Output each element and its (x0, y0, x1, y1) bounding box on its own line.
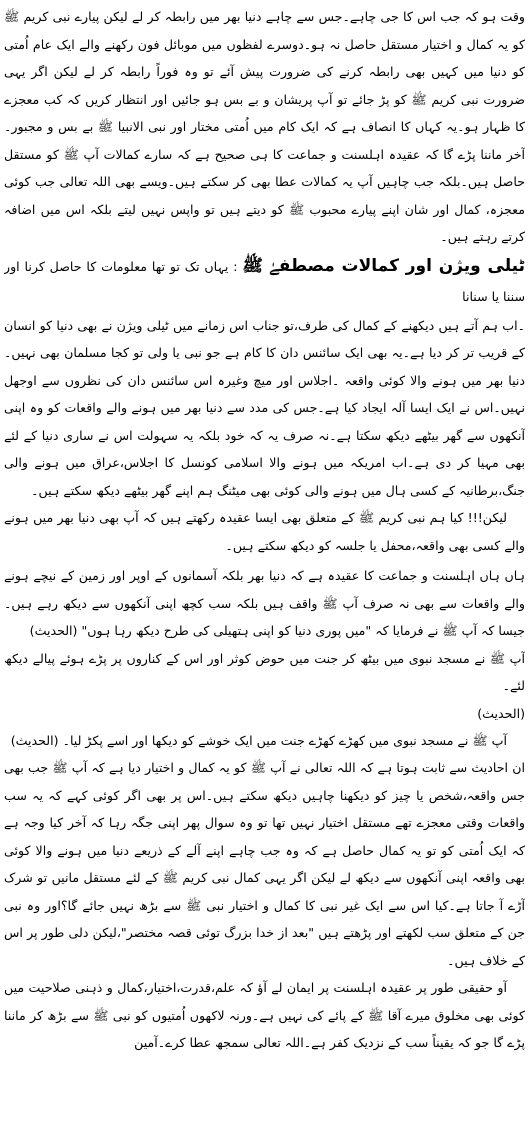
article-page (4, 3, 525, 1127)
paragraph-belief (4, 562, 525, 645)
hadith-reference-2: (الحدیث) (477, 705, 525, 721)
paragraph-cluster (4, 727, 525, 755)
paragraph-cluster-text: آپ ﷺ نے مسجد نبوی میں کھڑے کھڑے جنت میں ایک خوشے کو دیکھا اور اسے پکڑ لیا۔ (62, 732, 507, 748)
hadith-reference-1: (الحدیث) (29, 623, 78, 638)
hadith-reference-3: (الحدیث) (10, 732, 59, 748)
paragraph-kawthar: آپ ﷺ نے مسجد نبوی میں بیٹھ کر جنت میں حوض کوثر اور اس کے کناروں پر پڑے ہوئے پیالے دیکھ لئے۔ (4, 650, 525, 693)
section-heading (4, 251, 525, 312)
section-subtitle: : یہاں تک تو تھا معلومات کا حاصل کرنا اور سننا یا سنانا (4, 258, 525, 304)
section-title: ٹیلی ویژن اور کمالات مصطفےٰ ﷺ (242, 255, 525, 276)
paragraph-belief-text: ہاں ہاں اہلسنت و جماعت کا عقیدہ ہے کہ دنیا بھر بلکہ آسمانوں کے اوپر اور زمین کے نیچے ہونے والے واقعات سے بھی نہ صرف آپ ﷺ واقف ہیں بلکہ سب کچھ اپنی آنکھوں سے دیکھ رہے ہیں۔جیسا کہ آپ ﷺ نے فرمایا کہ "میں پوری دنیا کو اپنی ہتھیلی کی طرح دیکھ رہا ہوں" (4, 568, 525, 638)
paragraph-question: لیکن!!! کیا ہم نبی کریم ﷺ کے متعلق بھی ایسا عقیدہ رکھتے ہیں کہ آپ بھی دنیا بھر میں ہونے والے کسی بھی واقعہ،محفل یا جلسہ کو دیکھ سکتے ہیں۔ (4, 510, 525, 553)
paragraph-intro: وقت ہو کہ جب اس کا جی چاہے۔جس سے چاہے دنیا بھر میں رابطہ کر لے لیکن پیارے نبی کریم ﷺ کو یہ کمال و اختیار مستقل حاصل نہ ہو۔دوسرے لفظوں میں موبائل فون رکھنے والے ایک عام اُمتی کو دنیا میں کہیں بھی رابطہ کرنے کی ضرورت پیش آئے تو وہ فوراً رابطہ کر لے لیکن اگر یہی ضرورت نبی کریم ﷺ کو پڑ جائے تو آپ پریشان و بے بس ہو جائیں اور انتظار کریں کہ کب معجزے کا ظہار ہو۔یہ کہاں کا انصاف ہے کہ ایک کام میں اُمتی مختار اور نبی الانبیا ﷺ بے بس و مجبور۔آخر ماننا پڑے گا کہ عقیدہ اہلسنت و جماعت کا ہی صحیح ہے کہ سارے کمالات آپ ﷺ کو مستقل حاصل ہیں۔بلکہ جب چاہیں آپ یہ کمالات عطا بھی کر سکتے ہیں۔ویسے بھی اللہ تعالی جب کوئی معجزہ، کمال اور شان اپنے پیارے محبوب ﷺ کو دیتے ہیں تو واپس نہیں لیتے بلکہ اس میں اضافہ کرتے رہتے ہیں۔ (4, 9, 525, 244)
paragraph-closing: آو حقیقی طور پر عقیدہ اہلسنت پر ایمان لے آؤ کہ علم،قدرت،اختیار،کمال و ذہنی صلاحیت میں کوئی بھی مخلوق میرے آقا ﷺ کے پائے کی نہیں ہے۔ورنہ لاکھوں اُمتیوں کو نبی ﷺ سے بڑھ کر ماننا پڑے گا جو کہ یقیناً سب کے نزدیک کفر ہے۔اللہ تعالی سمجھ عطا کرے۔آمین (4, 980, 525, 1050)
paragraph-television: ۔اب ہم آتے ہیں دیکھنے کے کمال کی طرف،تو جناب اس زمانے میں ٹیلی ویژن نے بھی دنیا کو انسان کے قریب تر کر دیا ہے۔یہ بھی ایک سائنس دان کا کام ہے جو نبی یا ولی تو کجا مسلمان بھی نہیں۔دنیا بھر میں ہونے والا کوئی واقعہ ۔اجلاس اور میچ وغیرہ اس سائنس دان کی نظروں سے اوجھل نہیں۔اس نے ایک ایسا آلہ ایجاد کیا ہے۔جس کی مدد سے دنیا بھر میں ہونے والے واقعات کو وہ اپنی آنکھوں سے گھر بیٹھے دیکھ سکتا ہے۔نہ صرف یہ کہ خود بلکہ یہ سہولت اس نے ساری دنیا کے لئے بھی مہیا کر دی ہے۔اب امریکہ میں ہونے والا اسلامی کونسل کا اجلاس،عراق میں ہونے والی جنگ،برطانیہ کے کسی ہال میں ہونے والی کوئی بھی میٹنگ ہم اپنے گھر بیٹھے دیکھ سکتے ہیں۔ (4, 317, 525, 498)
paragraph-conclusion: ان احادیث سے ثابت ہوتا ہے کہ اللہ تعالی نے آپ ﷺ کو یہ کمال و اختیار دیا ہے کہ آپ ﷺ جب بھی جس واقعہ،شخص یا چیز کو دیکھنا چاہیں دیکھ سکتے ہیں۔اس پر بھی اگر کوئی کہے کہ یہ سب واقعات وقتی معجزے تھے مستقل اختیار نہیں تھا تو وہ سوال پھر اپنی جگہ رہا کہ آخر کیا وجہ ہے کہ ایک اُمتی کو تو یہ کمال حاصل ہے کہ وہ جب چاہے اپنے آلے کے ذریعے دنیا میں ہونے والا کوئی بھی واقعہ اپنی آنکھوں سے دیکھ لے لیکن اگر یہی کمال نبی کریم ﷺ کے لئے مستقل مانیں تو شرک آڑے آ جاتا ہے۔کیا اس سے ایک غیر نبی کا کمال و اختیار نبی ﷺ سے بڑھ نہیں جائے گا؟اور وہ نبی جن کے متعلق سب لکھتے اور پڑھتے ہیں "بعد از خدا بزرگ توئی قصہ مختصر"،لیکن دلی طور پر اس کے خلاف ہیں۔ (4, 760, 525, 968)
